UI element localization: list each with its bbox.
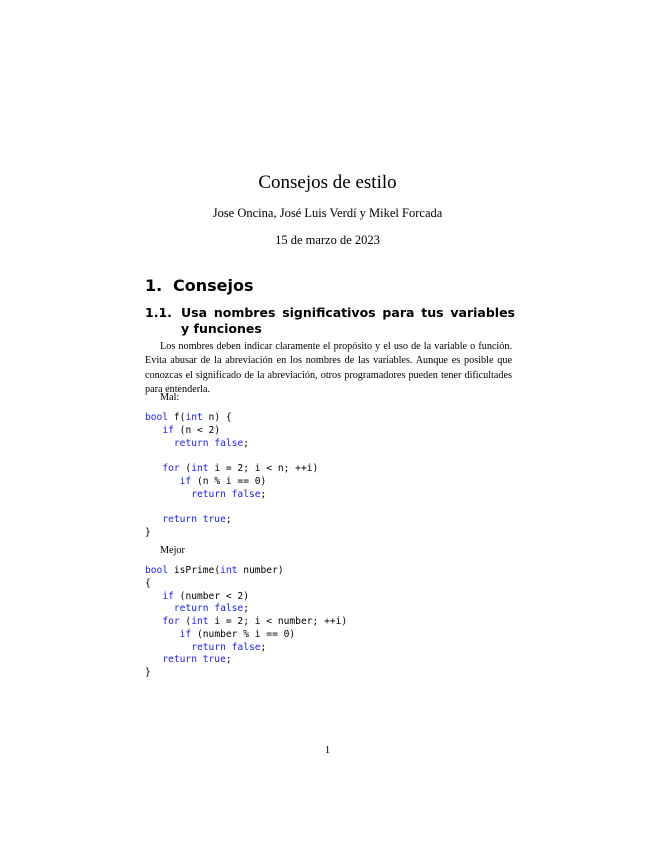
code-line <box>145 629 347 642</box>
code-text <box>145 654 162 665</box>
document-authors: Jose Oncina, José Luis Verdí y Mikel Forcada <box>212 206 443 220</box>
code-line <box>145 667 347 680</box>
code-line <box>145 425 318 438</box>
code-keyword: if <box>162 590 174 602</box>
code-keyword: return false <box>191 641 261 653</box>
code-text <box>145 603 174 614</box>
code-text: ; <box>225 514 232 525</box>
code-text <box>145 616 162 627</box>
code-line <box>145 476 318 489</box>
code-text: (number < 2) <box>173 590 249 602</box>
code-keyword: if <box>162 424 174 436</box>
code-text: { <box>145 577 151 589</box>
code-keyword: bool <box>145 412 169 423</box>
section-number: 1. <box>145 276 163 295</box>
code-keyword: return false <box>173 437 244 449</box>
code-text <box>145 476 180 487</box>
code-line <box>145 412 318 425</box>
code-text: number) <box>237 565 284 576</box>
code-text <box>145 591 162 602</box>
code-text: ; <box>260 641 267 653</box>
good-code-block <box>145 565 347 680</box>
subsection-title: Usa nombres significativos para tus variables y funciones <box>181 305 515 336</box>
code-line <box>145 578 347 591</box>
code-text <box>145 425 162 436</box>
section-title: Consejos <box>173 276 254 295</box>
code-text: ; <box>225 654 232 666</box>
code-keyword: if <box>179 475 192 487</box>
code-text <box>145 489 191 500</box>
code-text: } <box>145 667 151 678</box>
code-text: i = 2; i < n; ++i) <box>208 463 319 474</box>
code-line <box>145 501 318 514</box>
code-text <box>145 629 180 640</box>
code-line <box>145 489 318 502</box>
code-text: (n % i == 0) <box>191 475 267 487</box>
code-text: isPrime( <box>168 565 221 576</box>
code-text: n) { <box>202 412 232 423</box>
code-text: ; <box>243 603 249 615</box>
code-keyword: return true <box>162 654 226 666</box>
code-line <box>145 603 347 616</box>
code-keyword: return true <box>162 514 226 525</box>
code-text: ( <box>179 463 192 474</box>
code-text: ( <box>179 616 192 627</box>
good-example-label: Mejor <box>160 545 185 556</box>
code-keyword: int <box>220 565 238 576</box>
code-keyword: for <box>162 463 180 474</box>
code-text: (number % i == 0) <box>191 628 296 640</box>
code-keyword: bool <box>145 565 169 576</box>
document-title: Consejos de estilo <box>258 172 397 193</box>
code-keyword: int <box>191 616 209 627</box>
code-text: ; <box>260 488 267 500</box>
code-keyword: for <box>162 616 180 627</box>
code-line <box>145 616 347 629</box>
section-heading <box>145 276 254 295</box>
code-text: f( <box>168 412 186 423</box>
code-keyword: return false <box>191 488 261 500</box>
subsection-heading <box>145 305 515 337</box>
code-keyword: int <box>185 412 203 423</box>
code-text <box>145 514 162 525</box>
code-line <box>145 463 318 476</box>
code-text <box>145 438 174 449</box>
code-text: ; <box>243 437 249 449</box>
code-line <box>145 642 347 655</box>
code-line <box>145 654 347 667</box>
code-line <box>145 514 318 527</box>
code-line <box>145 450 318 463</box>
bad-example-label: Mal: <box>160 392 180 403</box>
code-keyword: return false <box>173 603 244 615</box>
code-text: } <box>145 526 151 538</box>
code-text: i = 2; i < number; ++i) <box>208 616 348 627</box>
code-line <box>145 438 318 451</box>
code-text <box>145 642 191 653</box>
code-text: (n < 2) <box>173 424 221 436</box>
code-line <box>145 527 318 540</box>
bad-code-block <box>145 412 318 540</box>
subsection-number: 1.1. <box>145 305 172 320</box>
page-number: 1 <box>324 744 331 756</box>
body-paragraph: Los nombres deben indicar claramente el propósito y el uso de la variable o función. Evita abusar de la abreviación en los nombres de las variables. Aunque es posible que conozcas el significado de la abreviación, otros programadores pueden tener dificultades para entenderla. <box>145 341 512 395</box>
document-date: 15 de marzo de 2023 <box>275 233 380 247</box>
code-line <box>145 591 347 604</box>
code-keyword: int <box>191 463 209 474</box>
code-line <box>145 565 347 578</box>
code-keyword: if <box>179 628 192 640</box>
code-text <box>145 463 162 474</box>
